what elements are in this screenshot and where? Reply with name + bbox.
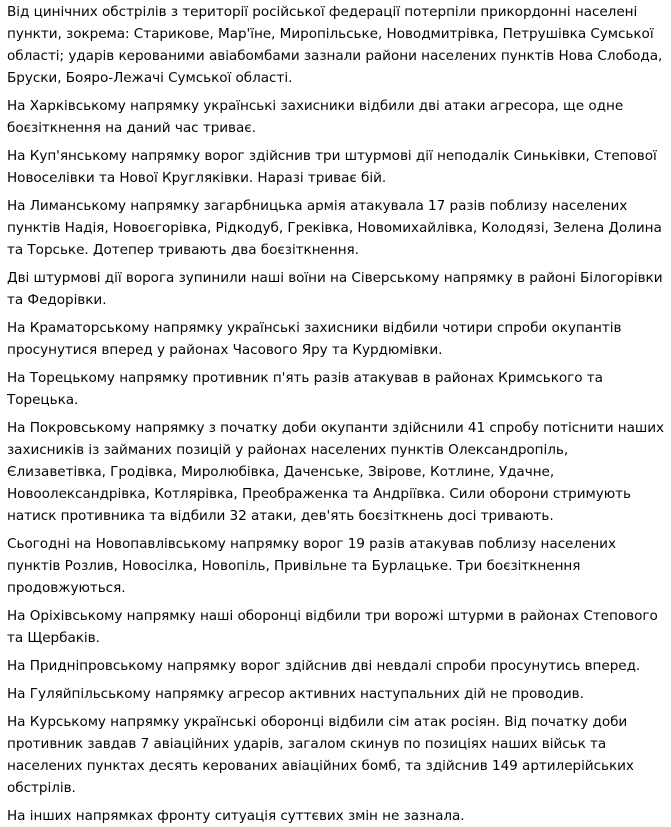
- paragraph-prydniprovske: На Придніпровському напрямку ворог здійснив дві невдалі спроби просунутись вперед.: [7, 658, 641, 674]
- paragraph-kursk: На Курському напрямку українські оборонці відбили сім атак росіян. Від початку доби противник завдав 7 авіаційних ударів, загалом скинув по позиціях наших військ та населених пунктах десять керованих авіаційних бомб, та здійснив 149 артилерійських обстрілів.: [7, 714, 634, 796]
- paragraph-novopavlivka: Сьогодні на Новопавлівському напрямку ворог 19 разів атакував поблизу населених пунктів Розлив, Новосілка, Новопіль, Привільне та Бурлацьке. Три боєзіткнення продовжуються.: [7, 536, 616, 596]
- paragraph-pokrovsk: На Покровському напрямку з початку доби окупанти здійснили 41 спробу потіснити наших захисників із займаних позицій у районах населених пунктів Олександропіль, Єлизаветівка, Гродівка, Миролюбівка, Даченське, Звірове, Котлине, Удачне, Новоолександрівка, Котлярівка, Преображенка та Андріївка. Сили оборони стримують натиск противника та відбили 32 атаки, дев'ять боєзіткнень досі тривають.: [7, 420, 665, 524]
- paragraph-huliaipole: На Гуляйпільському напрямку агресор активних наступальних дій не проводив.: [7, 686, 584, 702]
- paragraph-lyman: На Лиманському напрямку загарбницька армія атакувала 17 разів поблизу населених пунктів Надія, Новоєгорівка, Рідкодуб, Греківка, Новомихайлівка, Колодязі, Зелена Долина та Торське. Дотепер тривають два боєзіткнення.: [7, 198, 662, 258]
- paragraph-orikhiv: На Оріхівському напрямку наші оборонці відбили три ворожі штурми в районах Степового та Щербаків.: [7, 608, 658, 646]
- paragraph-border-shelling: Від цинічних обстрілів з території російської федерації потерпіли прикордонні населені пункти, зокрема: Старикове, Мар'їне, Миропільське, Новодмитрівка, Петрушівка Сумської області; ударів керованими авіабомбами зазнали райони населених пунктів Нова Слобода, Бруски, Бояро-Лежачі Сумської області.: [7, 4, 663, 86]
- paragraph-kharkiv: На Харківському напрямку українські захисники відбили дві атаки агресора, ще одне боєзіткнення на даний час триває.: [7, 98, 624, 136]
- paragraph-kramatorsk: На Краматорському напрямку українські захисники відбили чотири спроби окупантів просунутися вперед у районах Часового Яру та Курдюмівки.: [7, 320, 622, 358]
- paragraph-toretsk: На Торецькому напрямку противник п'ять разів атакував в районах Кримського та Торецька.: [7, 370, 603, 408]
- paragraph-kupiansk: На Куп'янському напрямку ворог здійснив три штурмові дії неподалік Синьківки, Степової Новоселівки та Нової Кругляківки. Наразі триває бій.: [7, 148, 657, 186]
- paragraph-other-directions: На інших напрямках фронту ситуація суттєвих змін не зазнала.: [7, 808, 465, 824]
- paragraph-siversk: Дві штурмові дії ворога зупинили наші воїни на Сіверському напрямку в районі Білогорівки та Федорівки.: [7, 270, 663, 308]
